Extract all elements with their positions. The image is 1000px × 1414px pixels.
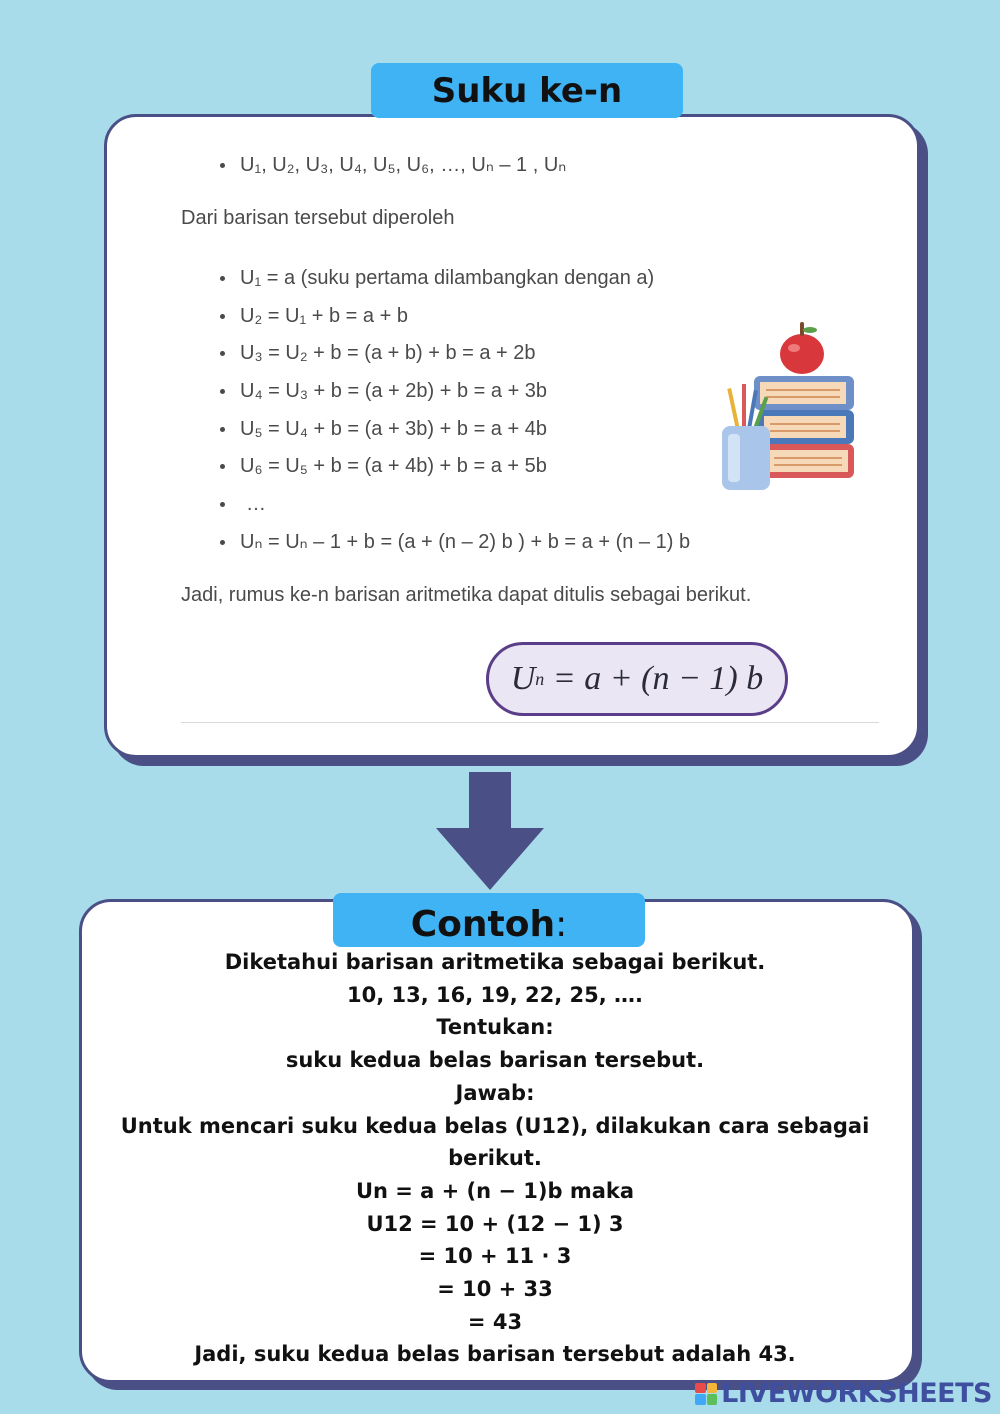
apple-icon [780,322,824,374]
suku-ke-n-title [371,63,683,118]
formula-lhs: U [510,660,536,697]
contoh-title-colon: : [555,903,568,945]
suku-ke-n-title-text: Suku ke-n [431,70,623,111]
example-line: 10, 13, 16, 19, 22, 25, …. [346,982,644,1007]
formula-rhs: = a + (n − 1) b [544,660,764,697]
derivation-item: U₆ = U₅ + b = (a + 4b) + b = a + 5b [220,455,690,477]
derivation-list [220,267,690,553]
derivation-item: U₁ = a (suku pertama dilambangkan dengan a) [220,267,690,289]
intro-text: Dari barisan tersebut diperoleh [181,207,455,229]
example-line: = 10 + 33 [437,1277,553,1302]
example-line: = 43 [467,1309,523,1334]
example-line: Un = a + (n − 1)b maka [355,1178,635,1203]
down-arrow-icon [436,772,544,892]
derivation-item: U₃ = U₂ + b = (a + b) + b = a + 2b [220,342,690,364]
sequence-list [220,154,566,176]
example-solution [100,946,890,1371]
contoh-title [333,893,645,947]
derivation-item: U₅ = U₄ + b = (a + 3b) + b = a + 4b [220,418,690,440]
books-apple-illustration [718,318,860,494]
liveworksheets-mark-icon [695,1383,717,1405]
example-line: = 10 + 11 · 3 [418,1244,572,1269]
derivation-item: Uₙ = Uₙ – 1 + b = (a + (n – 2) b ) + b = a + (n – 1) b [220,531,690,553]
example-line: Jadi, suku kedua belas barisan tersebut adalah 43. [194,1342,796,1367]
example-line: Jawab: [455,1080,535,1105]
example-line: suku kedua belas barisan tersebut. [285,1048,705,1073]
example-line: Untuk mencari suku kedua belas (U12), dilakukan cara sebagai berikut. [120,1113,870,1171]
divider [181,722,879,723]
formula-lhs-subscript: n [535,668,545,689]
conclusion-text: Jadi, rumus ke-n barisan aritmetika dapat ditulis sebagai berikut. [181,584,752,606]
derivation-item: U₄ = U₃ + b = (a + 2b) + b = a + 3b [220,380,690,402]
example-line: Diketahui barisan aritmetika sebagai berikut. [224,950,766,974]
liveworksheets-logo[interactable] [695,1378,992,1409]
contoh-title-text: Contoh [410,903,556,945]
example-line: U12 = 10 + (12 − 1) 3 [366,1211,624,1236]
liveworksheets-wordmark: LIVEWORKSHEETS [721,1378,992,1409]
sequence-item: U₁, U₂, U₃, U₄, U₅, U₆, …, Uₙ – 1 , Uₙ [220,154,566,176]
derivation-item: U₂ = U₁ + b = a + b [220,305,690,327]
general-formula-box [486,642,788,716]
derivation-item: … [220,493,690,515]
example-line: Tentukan: [436,1015,554,1040]
